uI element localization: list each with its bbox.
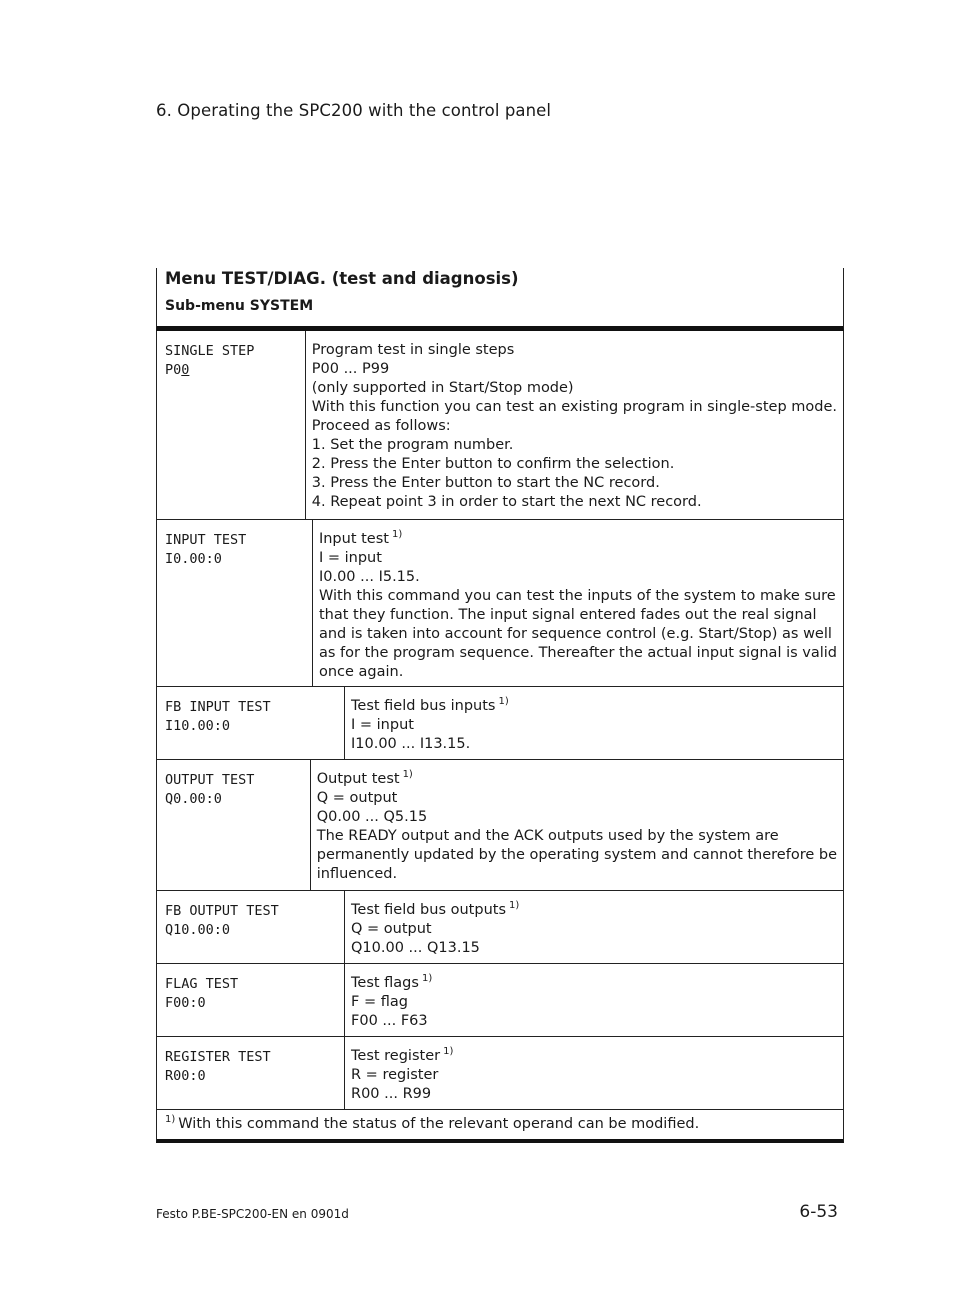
display-line: I0.00:0 [165,551,222,567]
row-title: Input test $^{1)}$ [318,529,403,547]
row-title: Output test $^{1)}$ [316,769,413,787]
description-line: I = input [351,717,414,733]
display-text-cell [157,1037,345,1109]
description-line: Q = output [316,790,398,806]
table-row [156,520,844,687]
table-row [156,1037,844,1110]
table-header [156,268,844,331]
table-row [156,891,844,964]
description-line: F00 ... F63 [351,1013,428,1029]
description-line: With this function you can test an existing program in single-step mode. [311,399,837,415]
row-title: Test flags $^{1)}$ [351,973,433,991]
description-line: I = input [318,550,382,566]
description-line: permanently updated by the operating system and cannot therefore be [316,847,837,863]
footnote-marker: 1) [165,1114,176,1126]
table-row [156,760,844,891]
description-cell [345,1037,843,1109]
menu-table [156,268,844,1143]
footnote-marker: 1) [402,769,413,781]
display-line: I10.00:0 [165,718,231,734]
description-line: Q0.00 ... Q5.15 [316,809,428,825]
description-cell [311,760,843,890]
display-text-cell [157,891,345,963]
description-line: 2. Press the Enter button to confirm the selection. [311,456,675,472]
display-line: Q10.00:0 [165,922,231,938]
page-number: 6-53 [799,1202,838,1222]
description-line: R00 ... R99 [351,1086,432,1102]
description-line: Q10.00 ... Q13.15 [351,940,480,956]
description-line: influenced. [316,866,398,882]
footnote-marker: 1) [443,1046,454,1058]
description-line: P00 ... P99 [311,361,390,377]
footnote-marker: 1) [498,696,509,708]
description-cell [345,687,843,759]
description-line: 1. Set the program number. [311,437,514,453]
row-title: Program test in single steps [311,342,515,358]
description-line: The READY output and the ACK outputs used by the system are [316,828,779,844]
display-line: REGISTER TEST [165,1049,271,1065]
display-text-cell [157,687,345,759]
footnote-marker: 1) [509,900,520,912]
description-line: Q = output [351,921,432,937]
display-line: FB INPUT TEST [165,699,271,715]
table-row [156,331,844,520]
chapter-heading: 6. Operating the SPC200 with the control panel [156,101,552,120]
footnote-text: With this command the status of the relevant operand can be modified. [178,1116,700,1132]
description-line: and is taken into account for sequence control (e.g. Start/Stop) as well [318,626,832,642]
display-text-cell [157,964,345,1036]
submenu-title: Sub-menu SYSTEM [165,298,314,314]
table-row [156,964,844,1037]
description-line: once again. [318,664,404,680]
description-line: 4. Repeat point 3 in order to start the next NC record. [311,494,702,510]
cursor-digit: 0 [181,362,190,378]
description-cell [345,964,843,1036]
display-line: Q0.00:0 [165,791,222,807]
description-line: I0.00 ... I5.15. [318,569,420,585]
display-line: FB OUTPUT TEST [165,903,279,919]
description-cell [313,520,843,686]
row-title: Test register $^{1)}$ [351,1046,454,1064]
menu-title: Menu TEST/DIAG. (test and diagnosis) [165,269,519,288]
description-line: (only supported in Start/Stop mode) [311,380,574,396]
display-line: SINGLE STEP [165,343,255,359]
description-line: 3. Press the Enter button to start the NC record. [311,475,660,491]
description-line: With this command you can test the inputs of the system to make sure [318,588,836,604]
display-line: R00:0 [165,1068,206,1084]
description-line: that they function. The input signal entered fades out the real signal [318,607,817,623]
footnote-marker: 1) [421,973,433,985]
row-title: Test field bus inputs $^{1)}$ [351,696,509,714]
description-cell [306,331,843,519]
description-cell [345,891,843,963]
description-line: F = flag [351,994,408,1010]
display-line: INPUT TEST [165,532,247,548]
description-line: Proceed as follows: [311,418,451,434]
display-line: F00:0 [165,995,206,1011]
display-line: FLAG TEST [165,976,239,992]
display-text-cell [157,520,313,686]
document-id: Festo P.BE-SPC200-EN en 0901d [156,1207,349,1221]
display-line: P00 [165,362,190,378]
description-line: as for the program sequence. Thereafter the actual input signal is valid [318,645,837,661]
description-line: R = register [351,1067,439,1083]
display-line: OUTPUT TEST [165,772,255,788]
table-row [156,687,844,760]
row-title: Test field bus outputs $^{1)}$ [351,900,520,918]
footnote-marker: 1) [391,529,403,541]
display-text-cell [157,331,306,519]
table-footnote [156,1110,844,1143]
description-line: I10.00 ... I13.15. [351,736,471,752]
display-text-cell [157,760,311,890]
